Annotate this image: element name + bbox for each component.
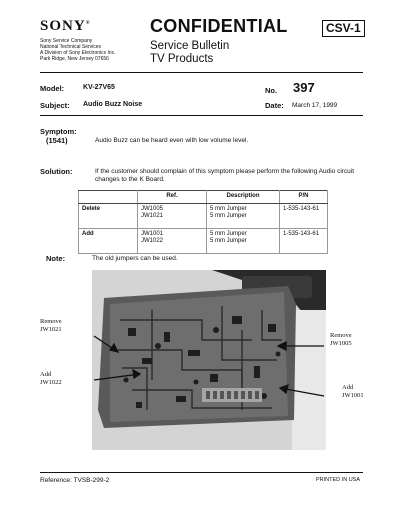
solution-text: If the customer should complain of this symptom please perform the following Audio circuit changes to the K Board. bbox=[95, 168, 355, 183]
solution-label: Solution: bbox=[40, 167, 73, 176]
table-cell-description bbox=[207, 229, 280, 254]
ref-item: JW1022 bbox=[141, 238, 164, 244]
desc-item: 5 mm Jumper bbox=[210, 238, 247, 244]
subject-value: Audio Buzz Noise bbox=[83, 101, 143, 108]
confidential-title: CONFIDENTIAL bbox=[150, 16, 288, 36]
table-header-cell bbox=[79, 191, 138, 204]
table-cell-action: Delete bbox=[79, 204, 138, 229]
model-label: Model: bbox=[40, 84, 65, 93]
parts-table bbox=[78, 190, 328, 254]
subject-rule bbox=[40, 115, 363, 116]
subject-label: Subject: bbox=[40, 101, 70, 110]
symptom-text: Audio Buzz can be heard even with low volume level. bbox=[95, 137, 249, 144]
callout-action: Remove bbox=[330, 332, 352, 339]
desc-item: 5 mm Jumper bbox=[210, 206, 247, 212]
table-cell-action: Add bbox=[79, 229, 138, 254]
table-cell-description bbox=[207, 204, 280, 229]
tv-products-text: TV Products bbox=[150, 53, 214, 65]
model-value: KV-27V65 bbox=[83, 84, 115, 91]
csv-badge: CSV-1 bbox=[322, 20, 365, 37]
bulletin-title bbox=[150, 40, 229, 66]
callout-ref: JW1022 bbox=[40, 379, 62, 386]
table-cell-pn: 1-535-143-61 bbox=[280, 204, 328, 229]
table-header-cell: Description bbox=[207, 191, 280, 204]
footer-reference: Reference: TVSB-299-2 bbox=[40, 477, 110, 484]
callout-remove-jw1021 bbox=[40, 318, 62, 334]
company-line: Sony Service Company bbox=[40, 38, 93, 44]
sony-logo: SONY® bbox=[40, 18, 90, 34]
company-line: A Division of Sony Electronics Inc. bbox=[40, 50, 116, 56]
header-rule bbox=[40, 72, 363, 73]
symptom-code: (1541) bbox=[46, 136, 68, 145]
bulletin-number: 397 bbox=[293, 80, 315, 95]
company-line: Park Ridge, New Jersey 07656 bbox=[40, 56, 109, 62]
note-text: The old jumpers can be used. bbox=[92, 255, 178, 262]
service-bulletin-text: Service Bulletin bbox=[150, 40, 230, 52]
desc-item: 5 mm Jumper bbox=[210, 231, 247, 237]
date-label: Date: bbox=[265, 101, 284, 110]
footer-rule bbox=[40, 472, 363, 473]
footer-printed: PRINTED IN USA bbox=[316, 477, 361, 483]
callout-action: Remove bbox=[40, 318, 62, 325]
circuit-board-photo bbox=[92, 270, 326, 450]
ref-item: JW1005 bbox=[141, 206, 164, 212]
table-header-cell: Ref. bbox=[138, 191, 207, 204]
desc-item: 5 mm Jumper bbox=[210, 213, 247, 219]
callout-action: Add bbox=[40, 371, 52, 378]
symptom-label: Symptom: bbox=[40, 127, 77, 136]
ref-item: JW1021 bbox=[141, 213, 164, 219]
callout-action: Add bbox=[342, 384, 354, 391]
callout-add-jw1001 bbox=[342, 384, 364, 400]
table-header-cell: P/N bbox=[280, 191, 328, 204]
note-label: Note: bbox=[46, 254, 66, 263]
number-label: No. bbox=[265, 86, 278, 95]
callout-remove-jw1005 bbox=[330, 332, 352, 348]
table-header-row bbox=[79, 191, 328, 204]
table-cell-ref bbox=[138, 229, 207, 254]
company-address bbox=[40, 38, 140, 62]
table-row bbox=[79, 229, 328, 254]
table-row bbox=[79, 204, 328, 229]
callout-add-jw1022 bbox=[40, 371, 62, 387]
table-cell-pn: 1-535-143-61 bbox=[280, 229, 328, 254]
table-cell-ref bbox=[138, 204, 207, 229]
callout-ref: JW1001 bbox=[342, 392, 364, 399]
date-value: March 17, 1999 bbox=[292, 102, 338, 109]
company-line: National Technical Services bbox=[40, 44, 102, 50]
ref-item: JW1001 bbox=[141, 231, 164, 237]
callout-ref: JW1005 bbox=[330, 340, 352, 347]
callout-ref: JW1021 bbox=[40, 326, 62, 333]
